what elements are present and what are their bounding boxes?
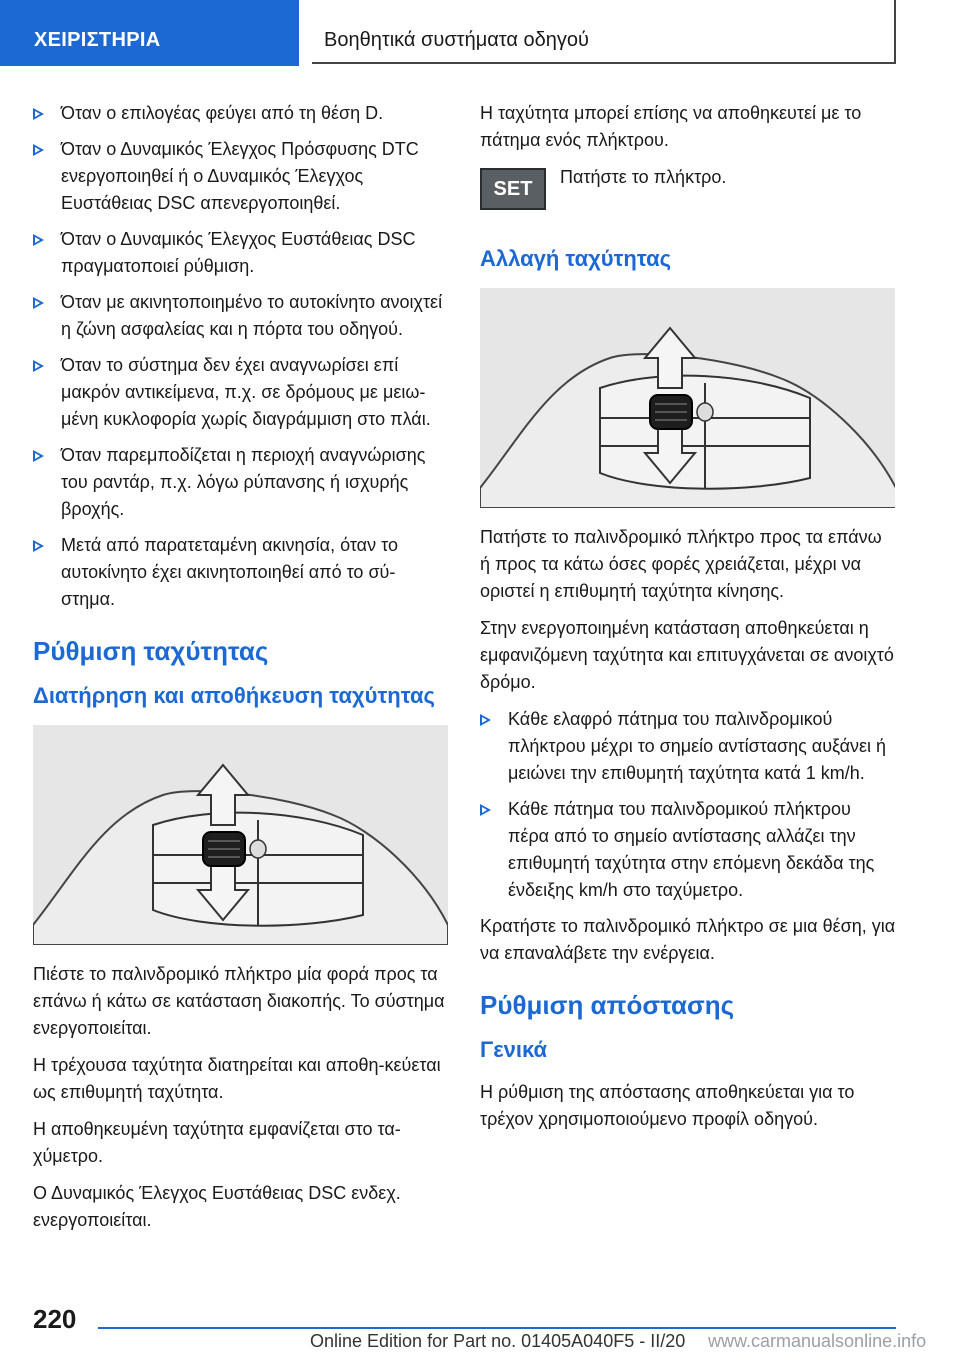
header-chapter-title: Βοηθητικά συστήματα οδηγού (324, 29, 589, 51)
set-key-icon: SET (480, 168, 546, 210)
heading-distance-setting: Ρύθμιση απόστασης (480, 990, 735, 1020)
paragraph: Η τρέχουσα ταχύτητα διατηρείται και αποθη-κεύεται ως επιθυμητή ταχύτητα. (33, 1055, 441, 1102)
set-button-row (480, 164, 896, 234)
heading-maintain-store-speed: Διατήρηση και αποθήκευση ταχύτητας (33, 683, 435, 708)
footer-edition: Online Edition for Part no. 01405A040F5 - II/20 (310, 1331, 686, 1351)
rocker-switch-illustration (480, 288, 895, 508)
header-chapter-box (312, 0, 896, 64)
heading-change-speed: Αλλαγή ταχύτητας (480, 246, 672, 271)
paragraph: Ο Δυναμικός Έλεγχος Ευστάθειας DSC ενδεχ. ενεργοποιείται. (33, 1183, 401, 1230)
left-bullet-list (33, 100, 448, 613)
list-item: Κάθε ελαφρό πάτημα του παλινδρομικού πλήκτρου μέχρι το σημείο αντίστασης αυξάνει ή μειώνει την επιθυμητή ταχύτητα κατά 1 km/h. (480, 706, 896, 787)
set-instruction: Πατήστε το πλήκτρο. (560, 167, 727, 187)
list-item: Μετά από παρατεταμένη ακινησία, όταν το αυτοκίνητο έχει ακινητοποιηθεί από το σύ-στημα. (33, 532, 448, 613)
list-item: Όταν ο Δυναμικός Έλεγχος Πρόσφυσης DTC ενεργοποιηθεί ή ο Δυναμικός Έλεγχος Ευστάθειας DSC απενεργοποιηθεί. (33, 136, 448, 217)
list-item: Όταν με ακινητοποιημένο το αυτοκίνητο ανοιχτεί η ζώνη ασφαλείας και η πόρτα του οδηγού. (33, 289, 448, 343)
page-number: 220 (33, 1304, 77, 1334)
header-section-tab (0, 0, 299, 66)
list-item: Όταν ο επιλογέας φεύγει από τη θέση D. (33, 100, 448, 127)
paragraph: Πιέστε το παλινδρομικό πλήκτρο μία φορά προς τα επάνω ή κάτω σε κατάσταση διακοπής. Το σύστημα ενεργοποιείται. (33, 964, 445, 1038)
triangle-bullet-icon (33, 360, 44, 372)
list-item: Όταν ο Δυναμικός Έλεγχος Ευστάθειας DSC πραγματοποιεί ρύθμιση. (33, 226, 448, 280)
paragraph: Πατήστε το παλινδρομικό πλήκτρο προς τα επάνω ή προς τα κάτω όσες φορές χρειάζεται, μέχρι να οριστεί η επιθυμητή ταχύτητα κίνησης. (480, 527, 882, 601)
steering-wheel-rocker-image (480, 288, 895, 508)
paragraph: Κρατήστε το παλινδρομικό πλήκτρο σε μια θέση, για να επαναλάβετε την ενέργεια. (480, 916, 896, 963)
list-item: Όταν το σύστημα δεν έχει αναγνωρίσει επί μακρόν αντικείμενα, π.χ. σε δρόμους με μειω-μένη κυκλοφορία χωρίς διαγράμμιση στο πλάι. (33, 352, 448, 433)
rocker-switch-illustration (33, 725, 448, 945)
triangle-bullet-icon (480, 714, 491, 726)
watermark: www.carmanualsonline.info (708, 1331, 927, 1351)
heading-general: Γενικά (480, 1037, 548, 1062)
paragraph: Η αποθηκευμένη ταχύτητα εμφανίζεται στο τα-χύμετρο. (33, 1119, 401, 1166)
triangle-bullet-icon (33, 450, 44, 462)
right-bullet-list (480, 706, 896, 904)
triangle-bullet-icon (480, 804, 491, 816)
right-column (480, 100, 896, 1143)
triangle-bullet-icon (33, 297, 44, 309)
paragraph: Η ρύθμιση της απόστασης αποθηκεύεται για το τρέχον χρησιμοποιούμενο προφίλ οδηγού. (480, 1082, 855, 1129)
steering-wheel-rocker-image (33, 725, 448, 945)
list-item: Όταν παρεμποδίζεται η περιοχή αναγνώρισης του ραντάρ, π.χ. λόγω ρύπανσης ή ισχυρής βροχής. (33, 442, 448, 523)
heading-speed-setting: Ρύθμιση ταχύτητας (33, 636, 269, 666)
paragraph: Η ταχύτητα μπορεί επίσης να αποθηκευτεί με το πάτημα ενός πλήκτρου. (480, 103, 862, 150)
footer-divider (98, 1327, 896, 1329)
paragraph: Στην ενεργοποιημένη κατάσταση αποθηκεύεται η εμφανιζόμενη ταχύτητα και επιτυγχάνεται σε ανοιχτό δρόμο. (480, 618, 894, 692)
header-section-title: ΧΕΙΡΙΣΤΗΡΙΑ (34, 29, 161, 51)
triangle-bullet-icon (33, 234, 44, 246)
triangle-bullet-icon (33, 108, 44, 120)
triangle-bullet-icon (33, 144, 44, 156)
triangle-bullet-icon (33, 540, 44, 552)
list-item: Κάθε πάτημα του παλινδρομικού πλήκτρου πέρα από το σημείο αντίστασης αλλάζει την επιθυμητή ταχύτητα στην επόμενη δεκάδα της ένδειξης km/h στο ταχύμετρο. (480, 796, 896, 904)
left-column (33, 100, 448, 1244)
